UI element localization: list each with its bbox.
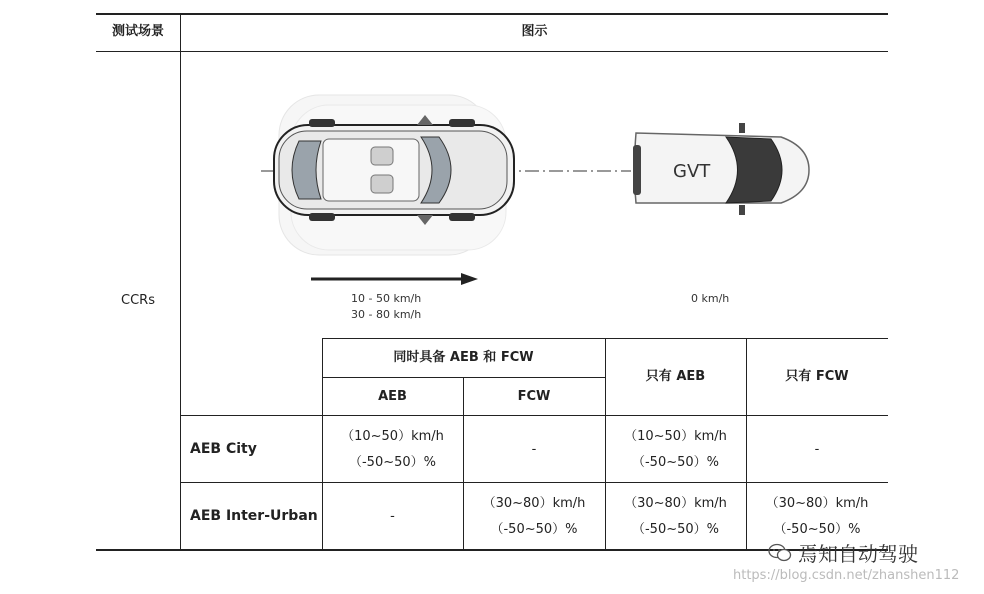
header-test-scenario: 测试场景: [111, 24, 164, 39]
scenario-label: CCRs: [121, 293, 155, 308]
row1-aeb-line1: （10~50）km/h: [341, 429, 444, 444]
row1-aeb-line2: （-50~50）%: [348, 455, 437, 470]
subject-car: [274, 115, 514, 225]
ccrs-diagram: [181, 53, 888, 338]
subheader-fcw: FCW: [517, 389, 551, 404]
subheader-aeb: AEB: [378, 389, 407, 404]
subject-speed-line1: 10 - 50 km/h: [351, 292, 422, 305]
row2-only-fcw-line1: （30~80）km/h: [765, 496, 869, 511]
table-top-rule: [96, 13, 888, 15]
wechat-icon: [768, 543, 792, 563]
target-speed: 0 km/h: [691, 292, 730, 305]
row1-only-fcw: -: [814, 442, 820, 457]
header-diagram: 图示: [521, 24, 548, 39]
subject-speed-line2: 30 - 80 km/h: [351, 308, 422, 321]
row2-only-aeb-line2: （-50~50）%: [631, 522, 720, 537]
row1-fcw: -: [531, 442, 537, 457]
wechat-watermark: [768, 538, 918, 567]
url-watermark: https://blog.csdn.net/zhanshen112: [733, 568, 960, 583]
header-only-fcw: 只有 FCW: [785, 369, 849, 384]
ccrs-illustration: [181, 53, 888, 338]
group-header-aeb-fcw: 同时具备 AEB 和 FCW: [393, 350, 534, 365]
watermark-brand: 焉知自动驾驶: [798, 542, 918, 566]
row2-fcw-line2: （-50~50）%: [490, 522, 578, 537]
header-only-aeb: 只有 AEB: [645, 369, 706, 384]
row2-fcw-line1: （30~80）km/h: [482, 496, 586, 511]
row1-only-aeb-line2: （-50~50）%: [631, 455, 720, 470]
gvt-label: GVT: [673, 161, 711, 182]
motion-arrowhead: [461, 273, 478, 285]
row-label-aeb-city: AEB City: [190, 441, 257, 457]
subheader-bottom-rule: [180, 415, 888, 416]
row2-only-fcw-line2: （-50~50）%: [773, 522, 861, 537]
row1-only-aeb-line1: （10~50）km/h: [624, 429, 727, 444]
header-bottom-rule: [96, 51, 888, 52]
row-divider: [180, 482, 888, 483]
row2-aeb: -: [390, 509, 395, 524]
row-label-aeb-inter-urban: AEB Inter-Urban: [190, 508, 318, 524]
row2-only-aeb-line1: （30~80）km/h: [624, 496, 727, 511]
gvt-target-vehicle: [633, 123, 809, 215]
